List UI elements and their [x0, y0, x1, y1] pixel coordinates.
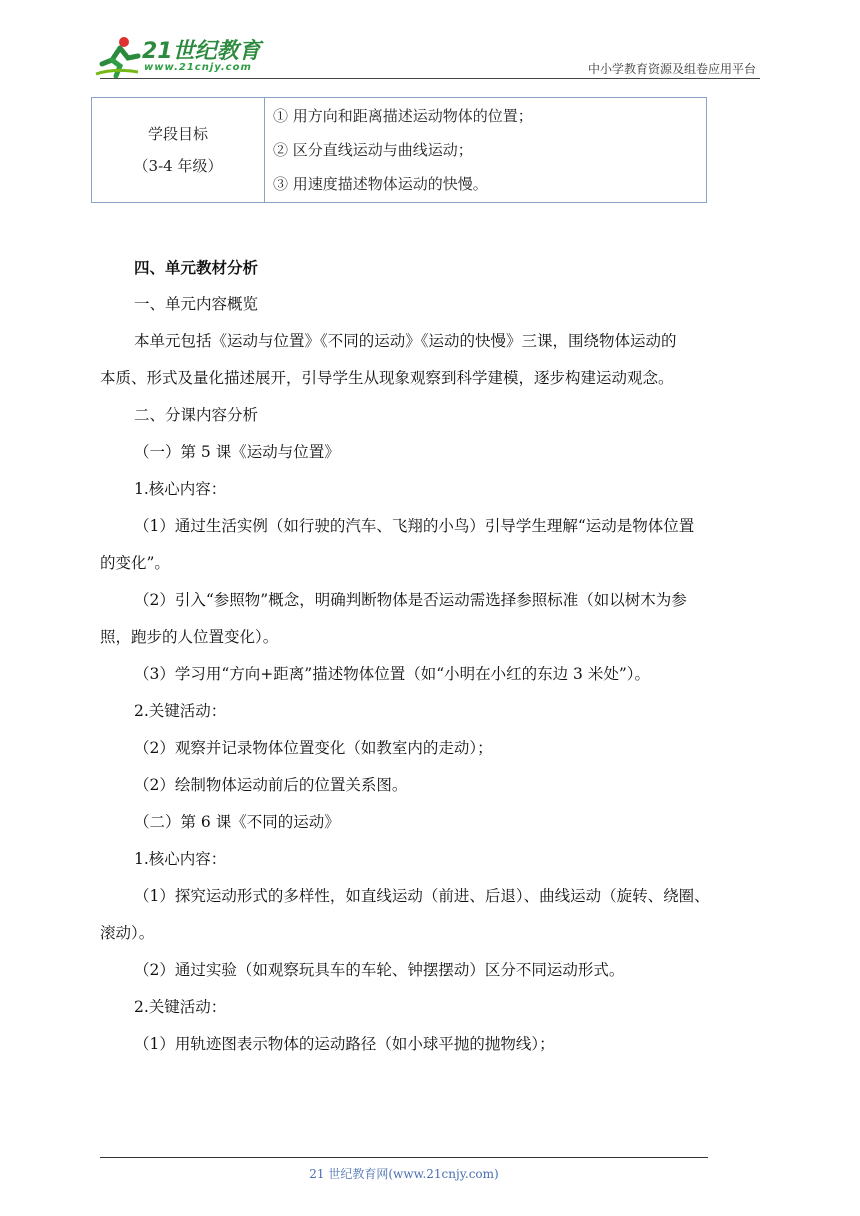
lesson6-core-item2: （2）通过实验（如观察玩具车的车轮、钟摆摆动）区分不同运动形式。: [134, 961, 625, 979]
goal-label: 学段目标: [147, 125, 208, 143]
footer-divider: [100, 1157, 708, 1158]
lesson6-title: （二）第 6 课《不同的运动》: [134, 813, 340, 831]
lesson5-core-item1-line1: （1）通过生活实例（如行驶的汽车、飞翔的小鸟）引导学生理解“运动是物体位置: [134, 517, 695, 535]
lesson5-activity-heading: 2.关键活动：: [134, 702, 227, 720]
lesson6-core-heading: 1.核心内容：: [134, 850, 227, 868]
platform-name: 中小学教育资源及组卷应用平台: [587, 62, 756, 76]
stage-goal-table: [91, 97, 707, 203]
footer-link[interactable]: 21 世纪教育网(www.21cnjy.com): [309, 1167, 499, 1181]
goal-item: ① 用方向和距离描述运动物体的位置；: [273, 107, 533, 125]
overview-paragraph-line1: 本单元包括《运动与位置》《不同的运动》《运动的快慢》三课，围绕物体运动的: [134, 332, 677, 350]
lesson5-core-item2-line2: 照，跑步的人位置变化）。: [100, 628, 279, 646]
lesson6-core-item1-line1: （1）探究运动形式的多样性，如直线运动（前进、后退）、曲线运动（旋转、绕圈、: [134, 887, 710, 905]
lesson5-core-item3: （3）学习用“方向+距离”描述物体位置（如“小明在小红的东边 3 米处”）。: [134, 665, 651, 683]
lesson5-activity-item2: （2）绘制物体运动前后的位置关系图。: [134, 776, 408, 794]
logo-url: www.21cnjy.com: [144, 62, 252, 73]
lesson5-core-item1-line2: 的变化”。: [100, 554, 170, 572]
lesson6-activity-heading: 2.关键活动：: [134, 998, 227, 1016]
lesson5-activity-item1: （2）观察并记录物体位置变化（如教室内的走动）；: [134, 739, 493, 757]
lesson6-core-item1-line2: 滚动）。: [100, 924, 155, 942]
site-logo[interactable]: [94, 34, 264, 78]
lesson5-title: （一）第 5 课《运动与位置》: [134, 443, 340, 461]
goal-items-cell: [265, 98, 707, 203]
goal-item: ② 区分直线运动与曲线运动；: [273, 141, 473, 159]
lesson5-core-heading: 1.核心内容：: [134, 480, 227, 498]
section-title: 四、单元教材分析: [134, 258, 259, 277]
page-header: [0, 0, 860, 80]
overview-paragraph-line2: 本质、形式及量化描述展开，引导学生从现象观察到科学建模，逐步构建运动观念。: [100, 369, 674, 387]
goal-item: ③ 用速度描述物体运动的快慢。: [273, 175, 488, 193]
subheading-overview: 一、单元内容概览: [134, 295, 259, 313]
goal-label-cell: [92, 98, 265, 203]
header-divider: [100, 78, 760, 79]
document-body: [100, 249, 760, 1063]
goal-grade: （3-4 年级）: [133, 157, 223, 175]
lesson6-activity-item1: （1）用轨迹图表示物体的运动路径（如小球平抛的抛物线）；: [134, 1035, 555, 1053]
lesson5-core-item2-line1: （2）引入“参照物”概念，明确判断物体是否运动需选择参照标准（如以树木为参: [134, 591, 687, 609]
runner-logo-icon: [94, 34, 144, 78]
subheading-lesson-analysis: 二、分课内容分析: [134, 406, 259, 424]
logo-text: 21世纪教育: [142, 39, 261, 64]
